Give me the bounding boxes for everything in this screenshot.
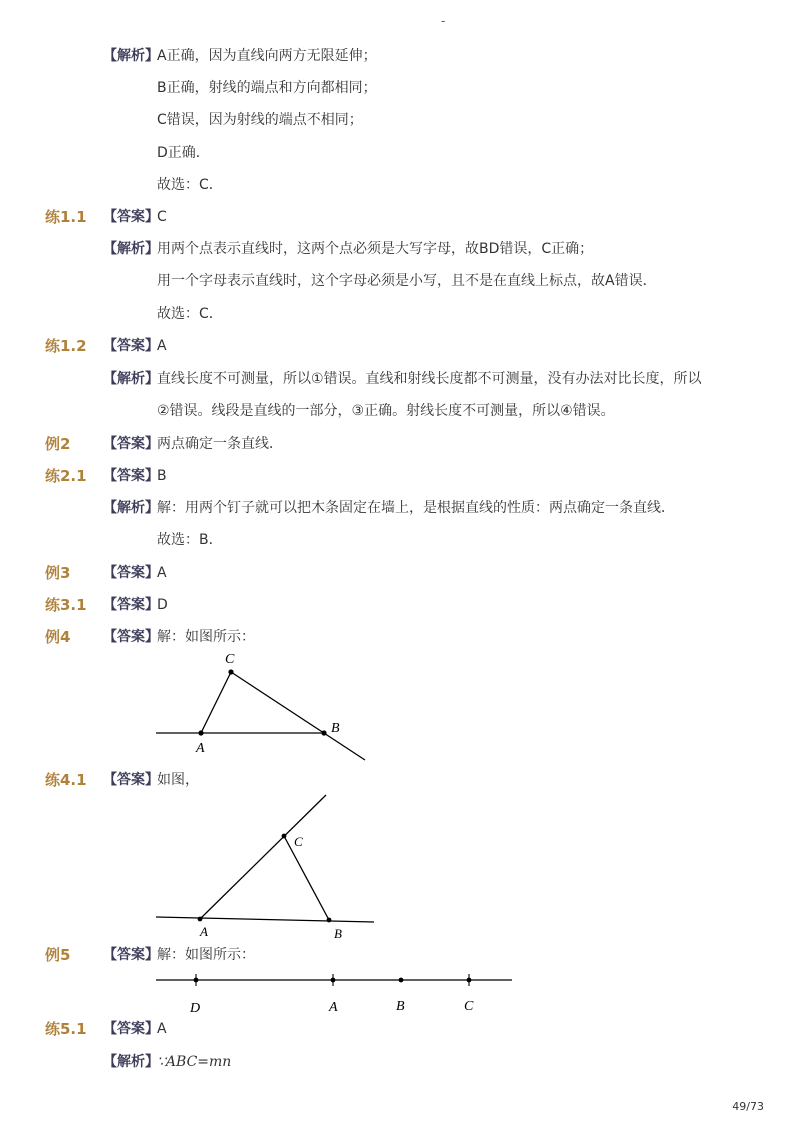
point-label: B bbox=[331, 721, 340, 736]
tag: 【解析】 bbox=[103, 1054, 159, 1070]
line-text: 两点确定一条直线． bbox=[157, 436, 283, 452]
point-label: C bbox=[225, 652, 235, 667]
tag: 【解析】 bbox=[103, 371, 159, 387]
line-text: B正确，射线的端点和方向都相同； bbox=[157, 80, 377, 96]
line-text: A bbox=[157, 565, 167, 581]
line-segment bbox=[284, 836, 329, 920]
line-text: 故选：C． bbox=[157, 177, 223, 193]
line-text: C bbox=[157, 209, 167, 225]
point-dot bbox=[194, 978, 199, 983]
point-label: C bbox=[464, 999, 474, 1014]
point-label: A bbox=[329, 1000, 338, 1015]
line-text: ∵ABC=mn bbox=[157, 1054, 232, 1070]
tag: 【解析】 bbox=[103, 500, 159, 516]
line-text: B bbox=[157, 468, 167, 484]
line-text: C错误，因为射线的端点不相同； bbox=[157, 112, 363, 128]
point-dot bbox=[331, 978, 336, 983]
question-label: 练4.1 bbox=[45, 771, 87, 789]
tag: 【答案】 bbox=[103, 597, 159, 613]
line-text: 解：如图所示： bbox=[157, 947, 255, 963]
line-text: 用一个字母表示直线时，这个字母必须是小写，且不是在直线上标点，故A错误． bbox=[157, 273, 657, 289]
line-text: A bbox=[157, 338, 167, 354]
line-segment bbox=[231, 672, 365, 760]
question-label: 练5.1 bbox=[45, 1020, 87, 1038]
line-segment bbox=[156, 917, 374, 922]
tag: 【答案】 bbox=[103, 565, 159, 581]
line-text: D正确． bbox=[157, 145, 210, 161]
tag: 【解析】 bbox=[103, 241, 159, 257]
tag: 【答案】 bbox=[103, 1021, 159, 1037]
tag: 【答案】 bbox=[103, 947, 159, 963]
line-text: 故选：B． bbox=[157, 532, 223, 548]
line-text: 故选：C． bbox=[157, 306, 223, 322]
tag: 【答案】 bbox=[103, 629, 159, 645]
line-text: 解：用两个钉子就可以把木条固定在墙上，是根据直线的性质：两点确定一条直线． bbox=[157, 500, 675, 516]
point-dot bbox=[327, 918, 332, 923]
line-text: 如图， bbox=[157, 772, 199, 788]
line-segment bbox=[200, 795, 326, 919]
line-text: A正确，因为直线向两方无限延伸； bbox=[157, 48, 377, 64]
figure-triangle-ex41 bbox=[150, 790, 380, 942]
line-text: D bbox=[157, 597, 168, 613]
question-label: 例5 bbox=[45, 946, 71, 964]
point-dot bbox=[399, 978, 404, 983]
point-label: D bbox=[190, 1001, 201, 1016]
tag: 【答案】 bbox=[103, 468, 159, 484]
question-label: 练3.1 bbox=[45, 596, 87, 614]
question-label: 练1.2 bbox=[45, 337, 87, 355]
question-label: 例3 bbox=[45, 564, 71, 582]
tag: 【答案】 bbox=[103, 338, 159, 354]
question-label: 例2 bbox=[45, 435, 71, 453]
line-text: 用两个点表示直线时，这两个点必须是大写字母，故BD错误，C正确； bbox=[157, 241, 594, 257]
point-label: A bbox=[200, 924, 208, 939]
figure-number-line-ex5 bbox=[150, 966, 520, 1018]
point-label: B bbox=[334, 926, 342, 941]
header-mark: - bbox=[441, 14, 446, 28]
tag: 【答案】 bbox=[103, 209, 159, 225]
question-label: 练2.1 bbox=[45, 467, 87, 485]
point-label: C bbox=[294, 834, 303, 849]
point-dot bbox=[198, 917, 203, 922]
line-segment bbox=[201, 672, 231, 733]
tag: 【答案】 bbox=[103, 772, 159, 788]
line-text: ②错误。线段是直线的一部分，③正确。射线长度不可测量，所以④错误。 bbox=[157, 403, 615, 419]
tag: 【答案】 bbox=[103, 436, 159, 452]
point-dot bbox=[228, 669, 233, 674]
point-label: B bbox=[396, 999, 405, 1014]
question-label: 例4 bbox=[45, 628, 71, 646]
point-dot bbox=[282, 834, 287, 839]
point-label: A bbox=[196, 741, 205, 756]
point-dot bbox=[321, 730, 326, 735]
page-number: 49/73 bbox=[732, 1100, 764, 1113]
question-label: 练1.1 bbox=[45, 208, 87, 226]
point-dot bbox=[467, 978, 472, 983]
point-dot bbox=[198, 730, 203, 735]
line-text: 解：如图所示： bbox=[157, 629, 255, 645]
tag: 【解析】 bbox=[103, 48, 159, 64]
line-text: 直线长度不可测量，所以①错误。直线和射线长度都不可测量，没有办法对比长度，所以 bbox=[157, 371, 702, 387]
figure-triangle-ex4 bbox=[150, 648, 380, 766]
line-text: A bbox=[157, 1021, 167, 1037]
